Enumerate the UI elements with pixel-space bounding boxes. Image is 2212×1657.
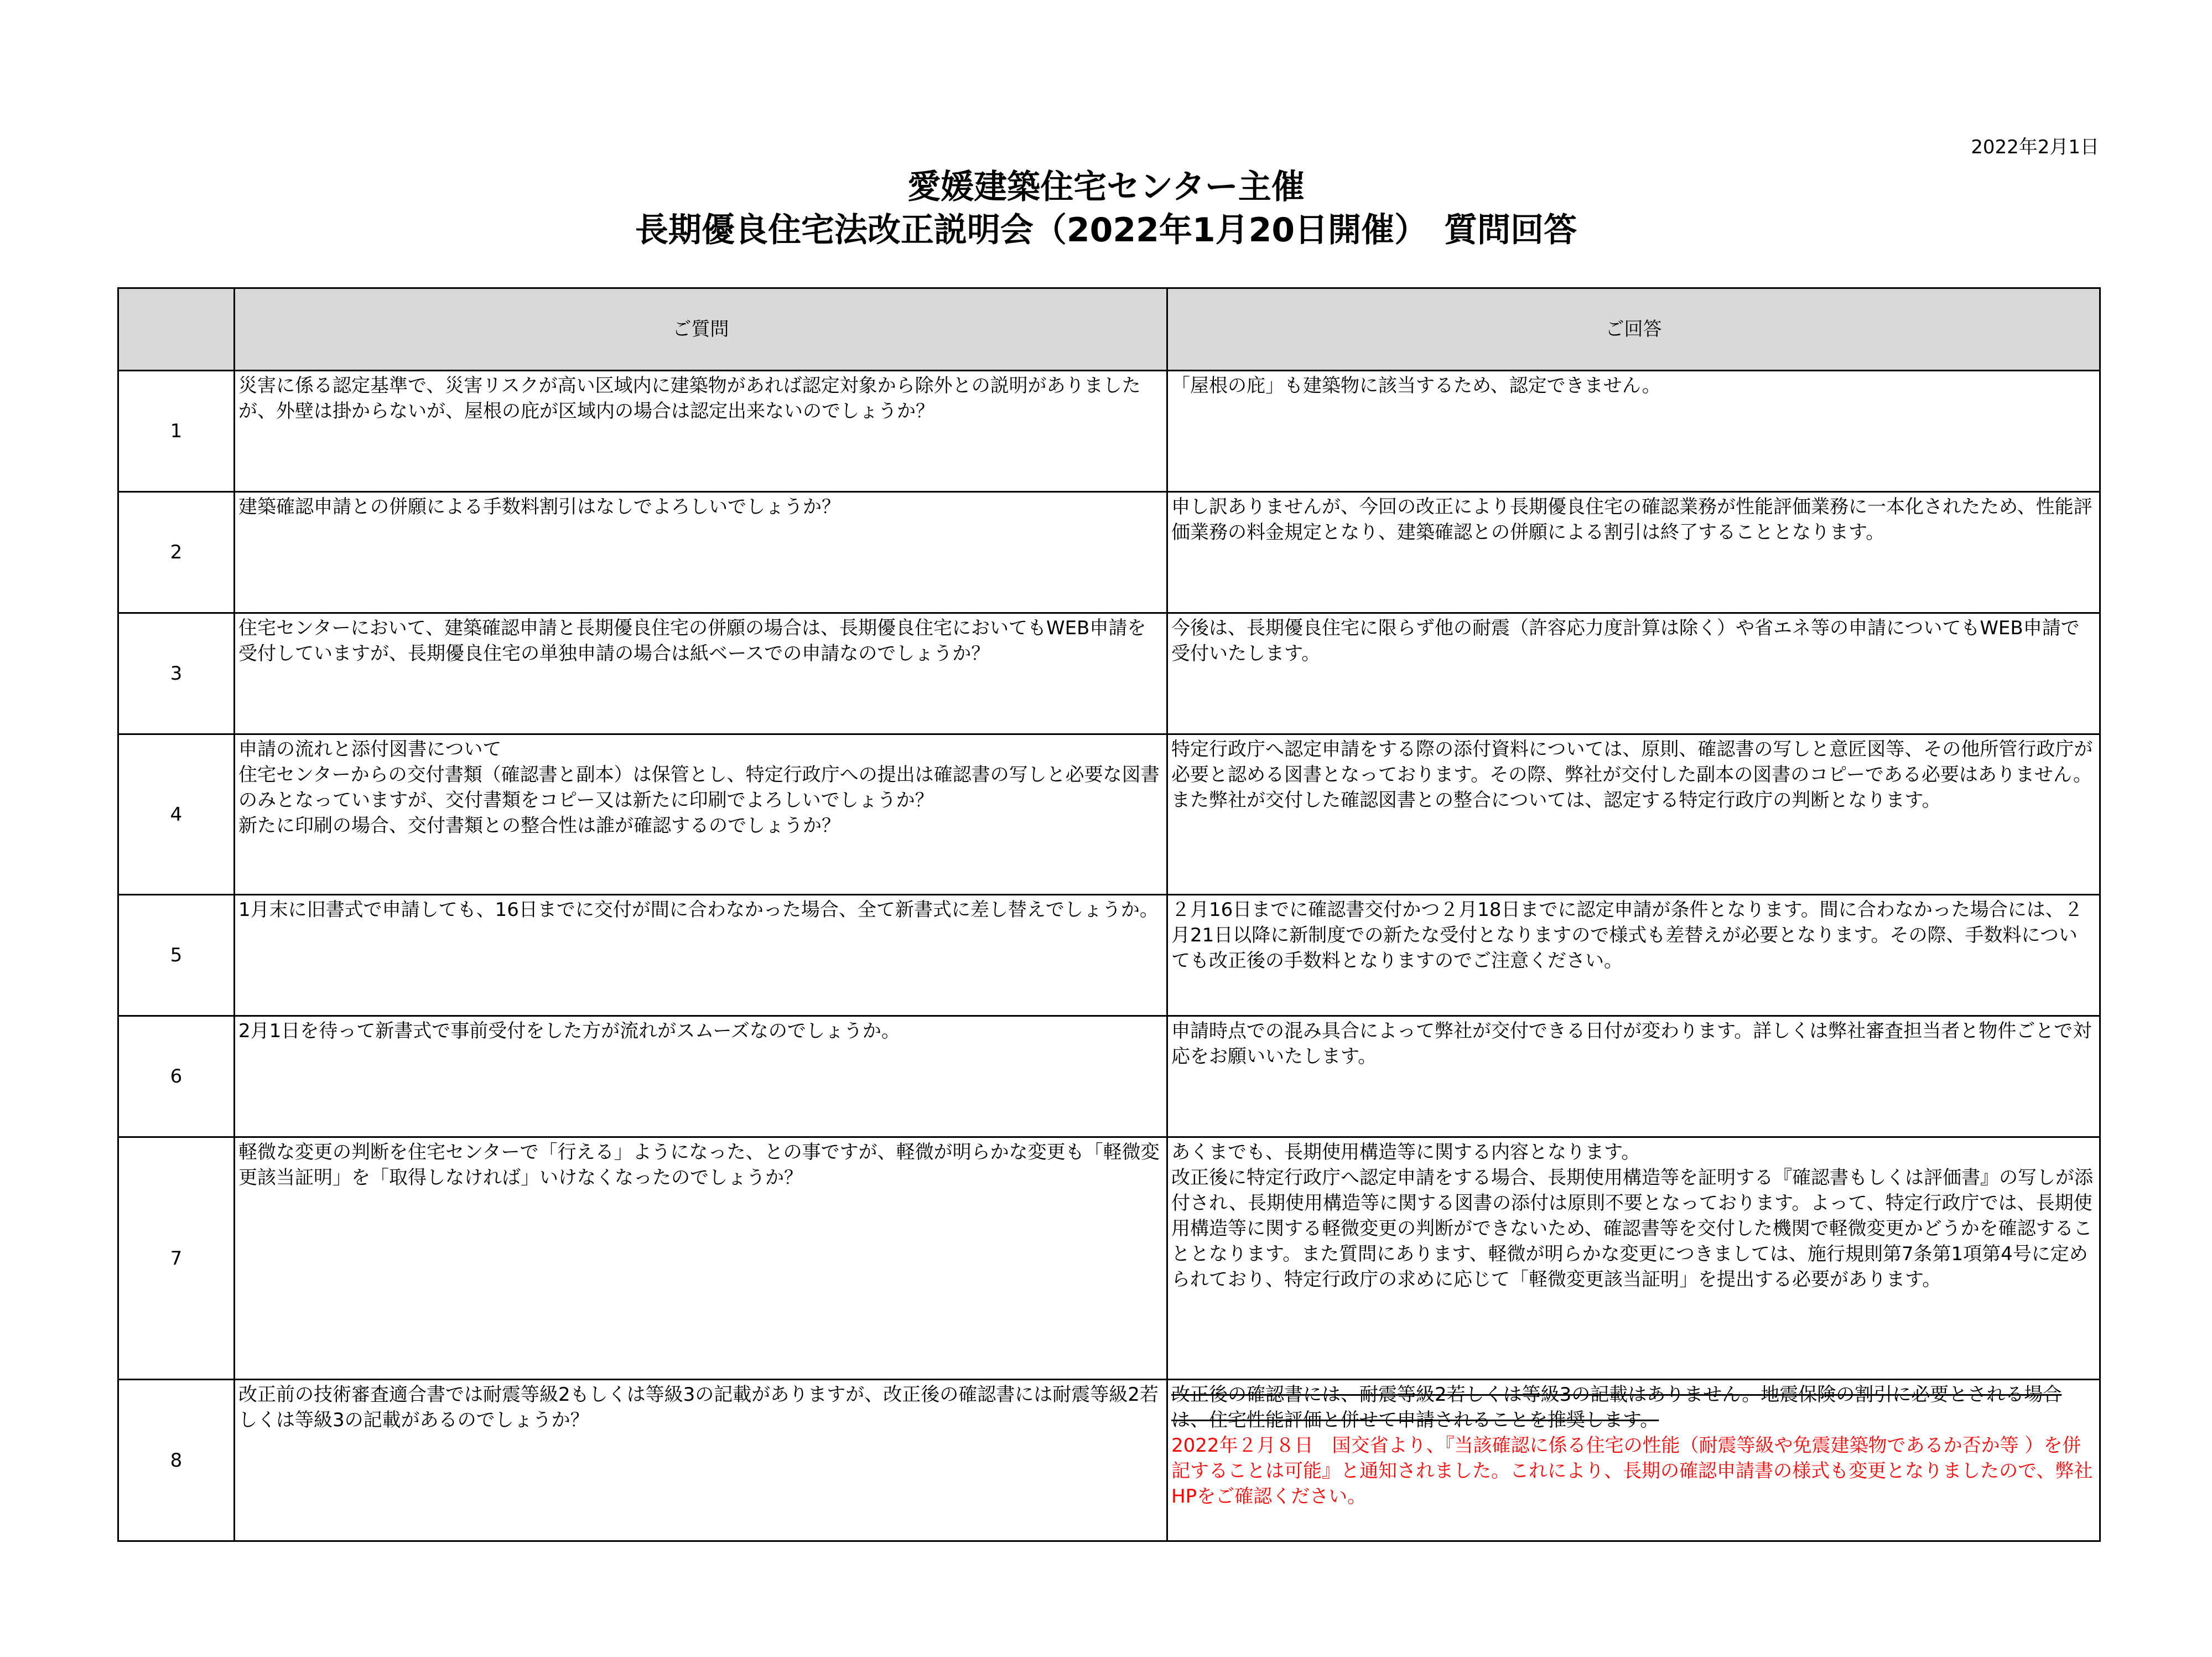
answer-cell: 「屋根の庇」も建築物に該当するため、認定できません。	[1167, 371, 2100, 492]
question-cell: 住宅センターにおいて、建築確認申請と長期優良住宅の併願の場合は、長期優良住宅においてもWEB申請を受付していますが、長期優良住宅の単独申請の場合は紙ベースでの申請なのでしょうか？	[235, 613, 1167, 734]
answer-update-red-text: 2022年２月８日 国交省より、『当該確認に係る住宅の性能（耐震等級や免震建築物であるか否か等 ）を併記することは可能』と通知されました。これにより、長期の確認申請書の様式も変更となりましたので、弊社HPをご確認ください。	[1171, 1435, 2093, 1508]
answer-cell: 今後は、長期優良住宅に限らず他の耐震（許容応力度計算は除く）や省エネ等の申請についてもWEB申請で受付いたします。	[1167, 613, 2100, 734]
row-number: 7	[118, 1137, 235, 1380]
row-number: 1	[118, 371, 235, 492]
row-number: 3	[118, 613, 235, 734]
question-line: 申請の流れと添付図書について	[238, 738, 502, 760]
answer-cell	[1167, 1380, 2100, 1541]
table-row	[118, 1137, 2100, 1380]
question-cell	[235, 734, 1167, 895]
question-cell: 改正前の技術審査適合書では耐震等級2もしくは等級3の記載がありますが、改正後の確認書には耐震等級2若しくは等級3の記載があるのでしょうか？	[235, 1380, 1167, 1541]
question-line: 新たに印刷の場合、交付書類との整合性は誰が確認するのでしょうか？	[238, 815, 840, 837]
table-row	[118, 613, 2100, 734]
document-title-line2: 長期優良住宅法改正説明会（2022年1月20日開催） 質問回答	[635, 211, 1577, 250]
row-number: 4	[118, 734, 235, 895]
table-row	[118, 492, 2100, 613]
row-number: 5	[118, 895, 235, 1016]
answer-cell: 特定行政庁へ認定申請をする際の添付資料については、原則、確認書の写しと意匠図等、その他所管行政庁が必要と認める図書となっております。その際、弊社が交付した副本の図書のコピーである必要はありません。また弊社が交付した確認図書との整合については、認定する特定行政庁の判断となります。	[1167, 734, 2100, 895]
question-cell: 1月末に旧書式で申請しても、16日までに交付が間に合わなかった場合、全て新書式に差し替えでしょうか。	[235, 895, 1167, 1016]
header-answer: ご回答	[1167, 288, 2100, 371]
answer-line: あくまでも、長期使用構造等に関する内容となります。	[1171, 1141, 1640, 1163]
table-row	[118, 1016, 2100, 1137]
question-cell: 建築確認申請との併願による手数料割引はなしでよろしいでしょうか？	[235, 492, 1167, 613]
qa-table	[117, 287, 2101, 1542]
question-cell: 災害に係る認定基準で、災害リスクが高い区域内に建築物があれば認定対象から除外との説明がありましたが、外壁は掛からないが、屋根の庇が区域内の場合は認定出来ないのでしょうか？	[235, 371, 1167, 492]
answer-cell: 申し訳ありませんが、今回の改正により長期優良住宅の確認業務が性能評価業務に一本化されたため、性能評価業務の料金規定となり、建築確認との併願による割引は終了することとなります。	[1167, 492, 2100, 613]
answer-cell: ２月16日までに確認書交付かつ２月18日までに認定申請が条件となります。間に合わなかった場合には、２月21日以降に新制度での新たな受付となりますので様式も差替えが必要となります。その際、手数料についても改正後の手数料となりますのでご注意ください。	[1167, 895, 2100, 1016]
header-question: ご質問	[235, 288, 1167, 371]
document-title-line1: 愛媛建築住宅センター主催	[907, 168, 1305, 206]
question-line: 住宅センターからの交付書類（確認書と副本）は保管とし、特定行政庁への提出は確認書の写しと必要な図書のみとなっていますが、交付書類をコピー又は新たに印刷でよろしいでしょうか？	[238, 764, 1160, 811]
table-row	[118, 895, 2100, 1016]
answer-line: 改正後に特定行政庁へ認定申請をする場合、長期使用構造等を証明する『確認書もしくは評価書』の写しが添付され、長期使用構造等に関する図書の添付は原則不要となっております。よって、特定行政庁では、長期使用構造等に関する軽微変更の判断ができないため、確認書等を交付した機関で軽微変更かどうかを確認することとなります。また質問にあります、軽微が明らかな変更につきましては、施行規則第7条第1項第4号に定められており、特定行政庁の求めに応じて「軽微変更該当証明」を提出する必要があります。	[1171, 1167, 2093, 1291]
row-number: 8	[118, 1380, 235, 1541]
row-number: 2	[118, 492, 235, 613]
answer-cell: 申請時点での混み具合によって弊社が交付できる日付が変わります。詳しくは弊社審査担当者と物件ごとで対応をお願いいたします。	[1167, 1016, 2100, 1137]
question-cell: 2月1日を待って新書式で事前受付をした方が流れがスムーズなのでしょうか。	[235, 1016, 1167, 1137]
table-row	[118, 1380, 2100, 1541]
question-cell: 軽微な変更の判断を住宅センターで「行える」ようになった、との事ですが、軽微が明らかな変更も「軽微変更該当証明」を「取得しなければ」いけなくなったのでしょうか？	[235, 1137, 1167, 1380]
row-number: 6	[118, 1016, 235, 1137]
header-no	[118, 288, 235, 371]
table-row	[118, 734, 2100, 895]
table-row	[118, 371, 2100, 492]
table-header-row	[118, 288, 2100, 371]
answer-cell	[1167, 1137, 2100, 1380]
answer-struck-text: 改正後の確認書には、耐震等級2若しくは等級3の記載はありません。地震保険の割引に必要とされる場合は、住宅性能評価と併せて申請されることを推奨します。	[1171, 1384, 2062, 1431]
document-date: 2022年2月1日	[1971, 136, 2099, 158]
